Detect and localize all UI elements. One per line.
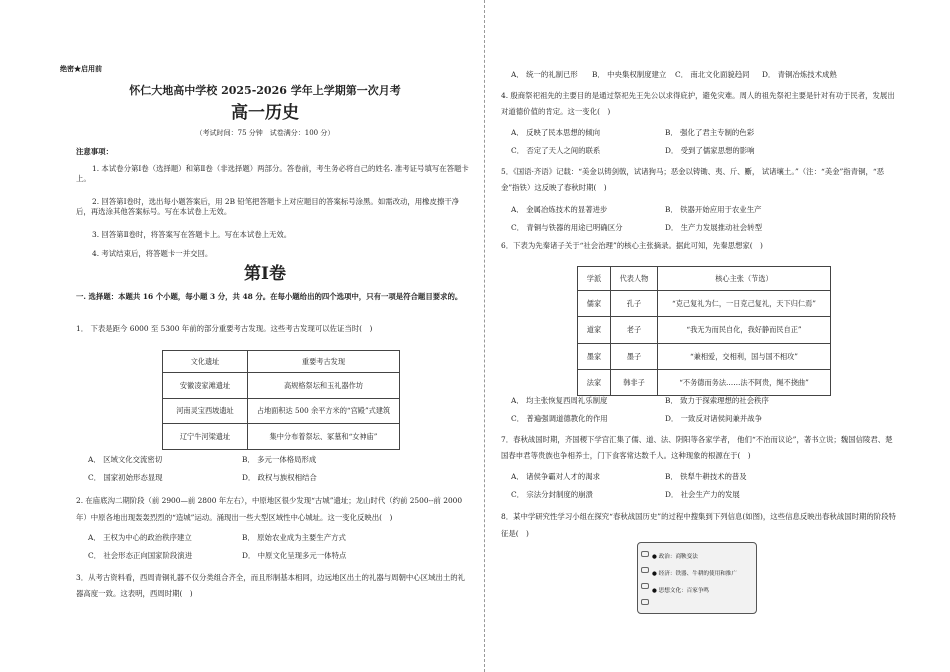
table-header-cell: 学派 (578, 267, 611, 291)
q8-figure-notebook (637, 542, 757, 614)
table-cell: 韩非子 (611, 370, 658, 396)
figure-line-politics: ● 政治：商鞅变法 (652, 554, 698, 560)
table-cell: “兼相爱，交相利，国与国不相攻” (658, 344, 831, 370)
binder-ring-icon (641, 567, 649, 573)
exam-info: （考试时间：75 分钟 试卷满分：100 分） (195, 129, 335, 137)
table-cell: 儒家 (578, 291, 611, 317)
section-heading: 一. 选择题：本题共 16 个小题，每小题 3 分，共 48 分。在每小题给出的四个选项中，只有一项是符合题目要求的。 (76, 292, 463, 301)
table-cell: 孔子 (611, 291, 658, 317)
column-divider (484, 0, 485, 672)
q3-option-d: D． 青铜冶炼技术成熟 (762, 70, 837, 79)
table-header-cell: 文化遗址 (163, 351, 248, 373)
part1-title: 第Ⅰ卷 (244, 264, 286, 284)
q3-option-a: A． 统一的礼制已形 (511, 70, 578, 79)
q5-option-c: C． 青铜与铁器的用途已明确区分 (511, 223, 623, 232)
q1-option-a: A． 区域文化交流密切 (88, 455, 163, 464)
q6-option-d: D． 一致反对诸侯间兼并战争 (665, 414, 762, 423)
q7-stem: 7．春秋战国时期，齐国稷下学宫汇集了儒、道、法、阴阳等各家学者， 他们“不治而议论”，著书立说；魏国信陵君、楚国春申君等贵族也争相养士，门下食客常达数千人。这种现象的根源在于( ) (501, 435, 893, 460)
table-cell: 高规格祭坛和玉礼器作坊 (248, 373, 400, 399)
q1-option-c: C． 国家初始形态显现 (88, 473, 163, 482)
table-row (163, 424, 400, 450)
q2-stem: 2. 在庙底沟二期阶段（前 2900—前 2800 年左右），中原地区很少发现“古城”遗址；龙山时代（约前 2500--前 2000 年）中原各地出现轰轰烈烈的“造城”运动。涌现出一些大型区域性中心城址。这一变化反映出( ) (76, 496, 463, 522)
table-cell: 安徽凌家滩遗址 (163, 373, 248, 399)
note-2: 2. 回答第Ⅰ卷时，选出每小题答案后，用 2B 铅笔把答题卡上对应题目的答案标号涂黑。如需改动，用橡皮擦干净后，再选涂其他答案标号。写在本试卷上无效。 (76, 197, 460, 216)
q8-stem: 8．某中学研究性学习小组在探究“春秋战国历史”的过程中搜集到下列信息(如图)，这些信息反映出春秋战国时期的阶段特征是( ) (501, 512, 896, 538)
table-header-cell: 代表人物 (611, 267, 658, 291)
q4-option-a: A． 反映了民本思想的倾向 (511, 128, 600, 137)
q6-table (577, 266, 831, 396)
q1-option-d: D． 政权与族权相结合 (242, 473, 317, 482)
table-row (163, 373, 400, 399)
table-cell: 占地面积达 500 余平方米的“宫殿”式建筑 (248, 399, 400, 424)
q5-option-a: A． 金属冶炼技术的显著进步 (511, 205, 608, 214)
q1-table (162, 350, 400, 450)
table-row (578, 291, 831, 317)
secret-label: 绝密★启用前 (60, 64, 102, 73)
table-row (578, 344, 831, 370)
q6-stem: 6．下表为先秦诸子关于“社会治理”的核心主张摘录。据此可知，先秦思想家( ) (501, 241, 763, 250)
school-title: 怀仁大地高中学校 2025-2026 学年上学期第一次月考 (129, 84, 401, 97)
binder-ring-icon (641, 583, 649, 589)
q5-option-b: B． 铁器开始应用于农业生产 (665, 205, 762, 214)
table-header-row (578, 267, 831, 291)
figure-line-economy: ● 经济：铁器、牛耕的使用和推广 (652, 571, 737, 577)
q5-stem: 5．《国语·齐语》记载：“美金以铸剑戟，试诸狗马；恶金以铸锄、夷、斤、斸， 试诸壤土。”（注：“美金”指青铜，“恶金”指铁）这反映了春秋时期( ) (501, 167, 885, 192)
q6-option-c: C． 普遍强调道德教化的作用 (511, 414, 608, 423)
q5-option-d: D． 生产力发展推动社会转型 (665, 223, 762, 232)
note-1: 1. 本试卷分第Ⅰ卷（选择题）和第Ⅱ卷（非选择题）两部分。答卷前，考生务必将自己的姓名. 准考证号填写在答题卡上。 (76, 164, 469, 183)
table-cell: “克己复礼为仁，一日克己复礼，天下归仁焉” (658, 291, 831, 317)
q4-stem: 4. 殷商祭祀祖先的主要目的是通过祭祀先王先公以求得庇护，避免灾难。周人的祖先祭祀主要是针对有功于民者，发展出对道德价值的肯定。这一变化( ) (501, 91, 895, 116)
q7-option-b: B． 铁犁牛耕技术的普及 (665, 472, 747, 481)
table-cell: 道家 (578, 317, 611, 344)
note-4: 4. 考试结束后，将答题卡一并交回。 (92, 249, 213, 258)
notes-title: 注意事项： (76, 147, 113, 156)
left-column (60, 0, 470, 672)
table-cell: 墨家 (578, 344, 611, 370)
q6-option-a: A． 均主张恢复西周礼乐制度 (511, 396, 608, 405)
table-header-row (163, 351, 400, 373)
note-3: 3. 回答第Ⅱ卷时，将答案写在答题卡上。写在本试卷上无效。 (92, 230, 292, 239)
table-cell: 辽宁牛河梁遗址 (163, 424, 248, 450)
subject-title: 高一历史 (231, 103, 299, 123)
table-header-cell: 重要考古发现 (248, 351, 400, 373)
q2-option-d: D． 中原文化呈现多元一体特点 (242, 551, 347, 560)
q2-option-b: B． 原始农业成为主要生产方式 (242, 533, 346, 542)
binder-ring-icon (641, 599, 649, 605)
q1-stem: 1． 下表是距今 6000 至 5300 年前的部分重要考古发现。这些考古发现可以佐证当时( ) (76, 324, 373, 333)
table-header-cell: 核心主张（节选） (658, 267, 831, 291)
table-row (163, 399, 400, 424)
q3-stem: 3．从考古资料看，西周青铜礼器不仅分类组合齐全，而且形制基本相同，边远地区出土的礼器与周朝中心区域出土的礼器高度一致。这表明，西周时期( ) (76, 573, 466, 598)
q2-option-c: C． 社会形态正向国家阶段演进 (88, 551, 193, 560)
q7-option-c: C． 宗法分封制度的崩溃 (511, 490, 593, 499)
table-cell: “不务德而务法……法不阿贵，绳不挠曲” (658, 370, 831, 396)
q4-option-b: B． 强化了君主专制的色彩 (665, 128, 755, 137)
q7-option-d: D． 社会生产力的发展 (665, 490, 740, 499)
table-cell: 墨子 (611, 344, 658, 370)
table-row (578, 370, 831, 396)
q6-option-b: B． 致力于探索理想的社会秩序 (665, 396, 769, 405)
binder-ring-icon (641, 551, 649, 557)
table-cell: 法家 (578, 370, 611, 396)
q3-option-b: B． 中央集权制度建立 (592, 70, 667, 79)
table-cell: 河南灵宝西坡遗址 (163, 399, 248, 424)
table-row (578, 317, 831, 344)
table-cell: “我无为而民自化，我好静而民自正” (658, 317, 831, 344)
q1-option-b: B． 多元一体格局形成 (242, 455, 317, 464)
figure-line-culture: ● 思想文化：百家争鸣 (652, 588, 710, 594)
table-cell: 老子 (611, 317, 658, 344)
q7-option-a: A． 诸侯争霸对人才的渴求 (511, 472, 600, 481)
q3-option-c: C． 南北文化面貌趋同 (675, 70, 750, 79)
q4-option-d: D． 受到了儒家思想的影响 (665, 146, 755, 155)
q4-option-c: C． 否定了天人之间的联系 (511, 146, 601, 155)
q2-option-a: A． 王权为中心的政治秩序建立 (88, 533, 192, 542)
table-cell: 集中分布着祭坛、冢墓和“女神庙” (248, 424, 400, 450)
